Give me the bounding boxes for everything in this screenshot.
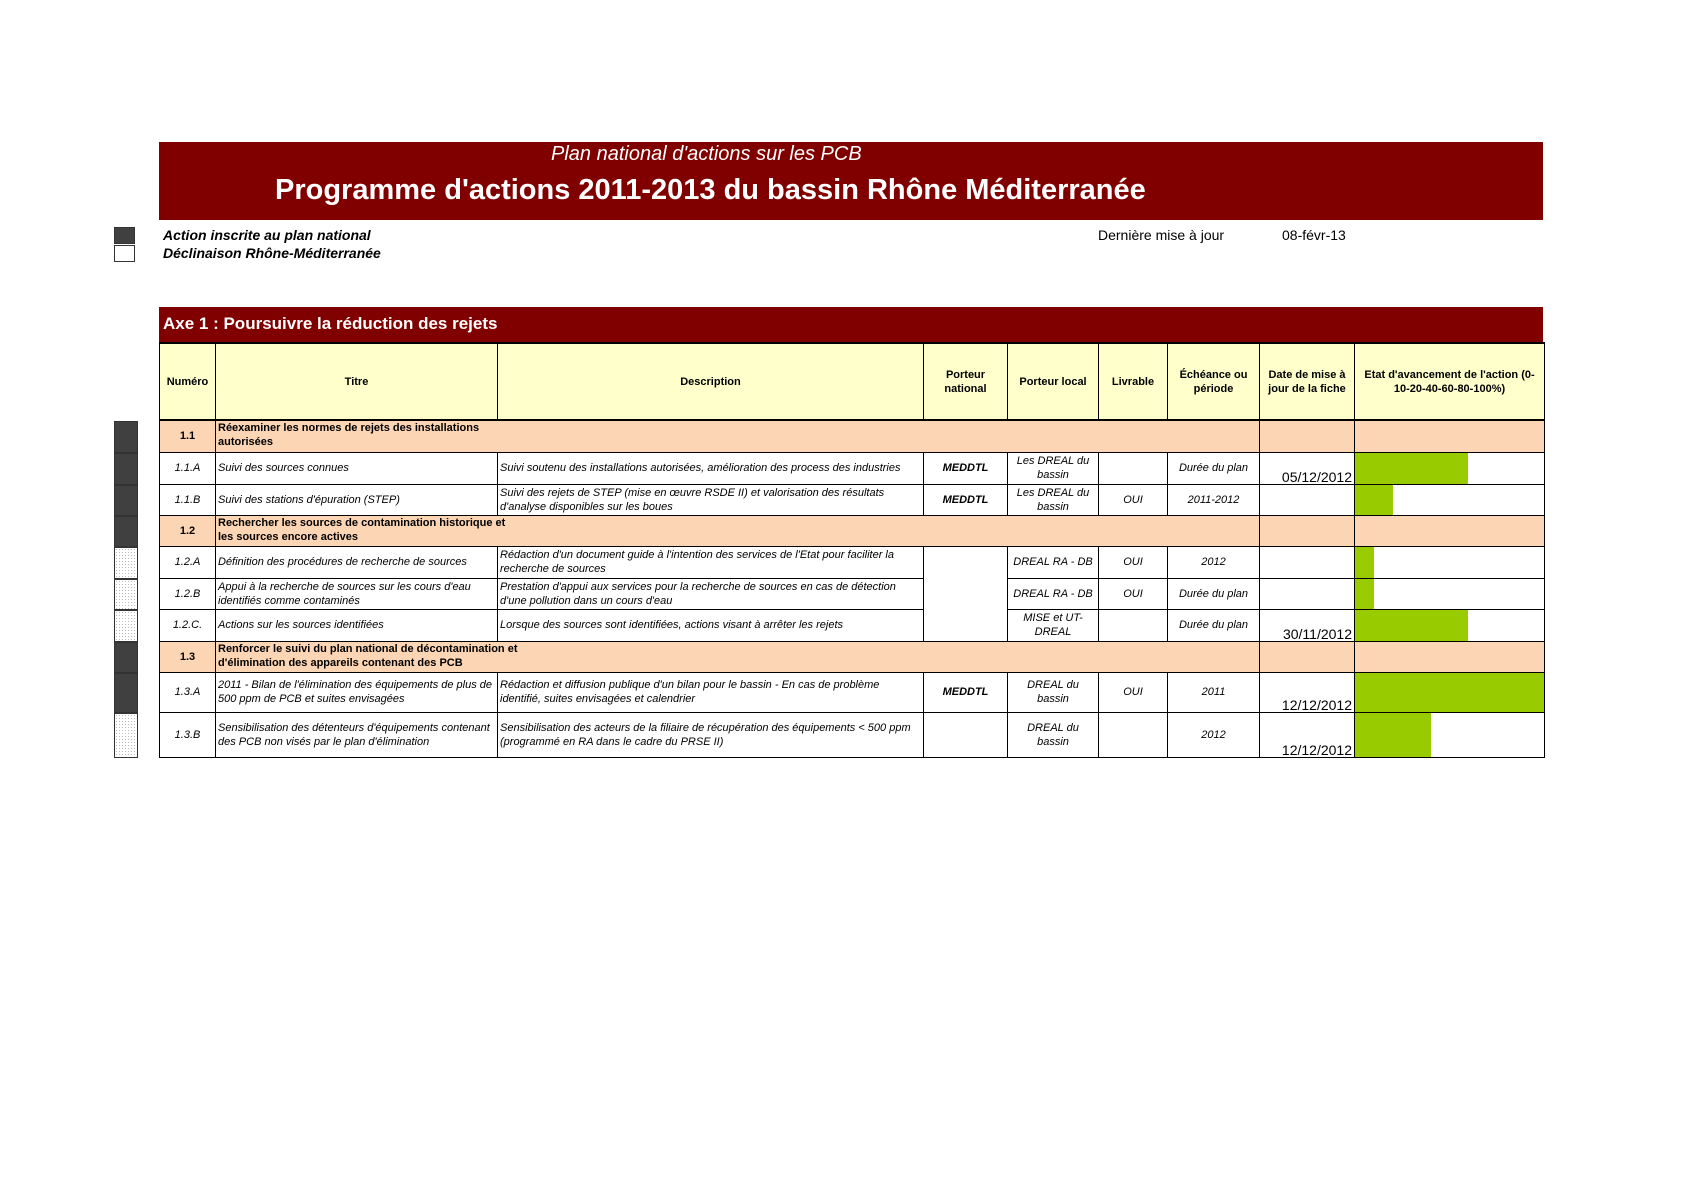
row-description: Prestation d'appui aux services pour la recherche de sources en cas de détection d'une pollution dans un cours d'eau xyxy=(498,578,924,609)
row-porteur-local: DREAL RA - DB xyxy=(1008,546,1099,578)
row-porteur-national xyxy=(924,546,1008,641)
title-banner xyxy=(159,142,1543,220)
row-description: Rédaction d'un document guide à l'intention des services de l'Etat pour faciliter la recherche de sources xyxy=(498,546,924,578)
row-livrable: OUI xyxy=(1099,484,1168,515)
row-date: 12/12/2012 xyxy=(1260,712,1355,757)
section-title: Réexaminer les normes de rejets des installations autorisées xyxy=(216,420,1260,452)
row-titre: Suivi des stations d'épuration (STEP) xyxy=(216,484,498,515)
row-progress xyxy=(1355,578,1545,609)
row-number: 1.1.A xyxy=(160,452,216,484)
marker-1.2 xyxy=(114,516,138,547)
section-row xyxy=(160,641,1545,672)
row-progress xyxy=(1355,546,1545,578)
table-row xyxy=(160,578,1545,609)
table-row xyxy=(160,672,1545,712)
progress-bar-fill xyxy=(1355,673,1544,712)
row-titre: Suivi des sources connues xyxy=(216,452,498,484)
marker-1.2.B xyxy=(114,579,138,610)
row-description: Lorsque des sources sont identifiées, actions visant à arrêter les rejets xyxy=(498,609,924,641)
col-porteur-national: Porteur national xyxy=(924,343,1008,420)
actions-table xyxy=(159,342,1545,758)
row-date: 05/12/2012 xyxy=(1260,452,1355,484)
col-titre: Titre xyxy=(216,343,498,420)
section-row xyxy=(160,420,1545,452)
last-update-label: Dernière mise à jour xyxy=(1098,227,1225,243)
row-echeance: 2012 xyxy=(1168,712,1260,757)
progress-bar-fill xyxy=(1355,610,1468,641)
row-titre: Sensibilisation des détenteurs d'équipements contenant des PCB non visés par le plan d'élimination xyxy=(216,712,498,757)
row-date xyxy=(1260,484,1355,515)
row-porteur-national: MEDDTL xyxy=(924,452,1008,484)
col-echeance: Échéance ou période xyxy=(1168,343,1260,420)
axe-header xyxy=(159,307,1543,342)
row-description: Sensibilisation des acteurs de la filiaire de récupération des équipements < 500 ppm (programmé en RA dans le cadre du PRSE II) xyxy=(498,712,924,757)
row-progress xyxy=(1355,712,1545,757)
table-header-row xyxy=(160,343,1545,420)
row-porteur-local: DREAL du bassin xyxy=(1008,672,1099,712)
row-livrable xyxy=(1099,452,1168,484)
progress-bar-fill xyxy=(1355,547,1374,578)
section-number: 1.1 xyxy=(160,420,216,452)
last-update-value: 08-févr-13 xyxy=(1282,227,1346,243)
axe-title: Axe 1 : Poursuivre la réduction des rejets xyxy=(163,314,498,333)
marker-1.3.A xyxy=(114,673,138,713)
progress-bar-fill xyxy=(1355,453,1468,484)
table-row xyxy=(160,609,1545,641)
row-livrable: OUI xyxy=(1099,672,1168,712)
row-description: Rédaction et diffusion publique d'un bilan pour le bassin - En cas de problème identifié, suites envisagées et calendrier xyxy=(498,672,924,712)
row-porteur-local: MISE et UT-DREAL xyxy=(1008,609,1099,641)
table-row xyxy=(160,452,1545,484)
section-number: 1.3 xyxy=(160,641,216,672)
page-subtitle: Plan national d'actions sur les PCB xyxy=(551,143,862,165)
section-row xyxy=(160,515,1545,546)
row-porteur-national: MEDDTL xyxy=(924,484,1008,515)
row-titre: 2011 - Bilan de l'élimination des équipements de plus de 500 ppm de PCB et suites envisagées xyxy=(216,672,498,712)
row-livrable xyxy=(1099,712,1168,757)
row-titre: Définition des procédures de recherche de sources xyxy=(216,546,498,578)
marker-1.1 xyxy=(114,421,138,453)
page-title: Programme d'actions 2011-2013 du bassin Rhône Méditerranée xyxy=(275,174,1146,206)
row-progress xyxy=(1355,452,1545,484)
marker-1.3.B xyxy=(114,713,138,758)
progress-bar-fill xyxy=(1355,579,1374,609)
row-echeance: 2011-2012 xyxy=(1168,484,1260,515)
marker-1.3 xyxy=(114,642,138,673)
progress-bar-fill xyxy=(1355,485,1393,515)
legend-local-label: Déclinaison Rhône-Méditerranée xyxy=(163,245,381,261)
col-numero: Numéro xyxy=(160,343,216,420)
table-row xyxy=(160,546,1545,578)
row-livrable: OUI xyxy=(1099,578,1168,609)
col-porteur-local: Porteur local xyxy=(1008,343,1099,420)
row-porteur-local: Les DREAL du bassin xyxy=(1008,452,1099,484)
section-title: Rechercher les sources de contamination historique et les sources encore actives xyxy=(216,515,1260,546)
row-echeance: Durée du plan xyxy=(1168,452,1260,484)
row-porteur-local: Les DREAL du bassin xyxy=(1008,484,1099,515)
row-number: 1.3.B xyxy=(160,712,216,757)
col-description: Description xyxy=(498,343,924,420)
row-titre: Actions sur les sources identifiées xyxy=(216,609,498,641)
row-porteur-national xyxy=(924,712,1008,757)
row-progress xyxy=(1355,484,1545,515)
row-date xyxy=(1260,578,1355,609)
row-echeance: 2011 xyxy=(1168,672,1260,712)
row-number: 1.3.A xyxy=(160,672,216,712)
col-date: Date de mise à jour de la fiche xyxy=(1260,343,1355,420)
row-porteur-national: MEDDTL xyxy=(924,672,1008,712)
marker-1.2.C xyxy=(114,610,138,642)
row-progress xyxy=(1355,672,1545,712)
row-number: 1.1.B xyxy=(160,484,216,515)
row-number: 1.2.B xyxy=(160,578,216,609)
row-echeance: 2012 xyxy=(1168,546,1260,578)
row-date: 30/11/2012 xyxy=(1260,609,1355,641)
legend-national-label: Action inscrite au plan national xyxy=(163,227,371,243)
table-row xyxy=(160,712,1545,757)
row-number: 1.2.A xyxy=(160,546,216,578)
row-date: 12/12/2012 xyxy=(1260,672,1355,712)
row-description: Suivi soutenu des installations autorisées, amélioration des process des industries xyxy=(498,452,924,484)
legend-national-swatch xyxy=(114,227,135,244)
row-echeance: Durée du plan xyxy=(1168,609,1260,641)
marker-1.2.A xyxy=(114,547,138,579)
section-title: Renforcer le suivi du plan national de décontamination et d'élimination des appareils contenant des PCB xyxy=(216,641,1260,672)
progress-bar-fill xyxy=(1355,713,1431,757)
row-porteur-local: DREAL RA - DB xyxy=(1008,578,1099,609)
row-echeance: Durée du plan xyxy=(1168,578,1260,609)
col-etat: Etat d'avancement de l'action (0-10-20-40-60-80-100%) xyxy=(1355,343,1545,420)
marker-1.1.A xyxy=(114,453,138,485)
row-titre: Appui à la recherche de sources sur les cours d'eau identifiés comme contaminés xyxy=(216,578,498,609)
row-progress xyxy=(1355,609,1545,641)
row-date xyxy=(1260,546,1355,578)
row-livrable: OUI xyxy=(1099,546,1168,578)
row-number: 1.2.C. xyxy=(160,609,216,641)
section-number: 1.2 xyxy=(160,515,216,546)
marker-1.1.B xyxy=(114,485,138,516)
row-livrable xyxy=(1099,609,1168,641)
row-description: Suivi des rejets de STEP (mise en œuvre RSDE II) et valorisation des résultats d'analyse disponibles sur les boues xyxy=(498,484,924,515)
row-porteur-local: DREAL du bassin xyxy=(1008,712,1099,757)
table-row xyxy=(160,484,1545,515)
legend-local-swatch xyxy=(114,245,135,262)
col-livrable: Livrable xyxy=(1099,343,1168,420)
